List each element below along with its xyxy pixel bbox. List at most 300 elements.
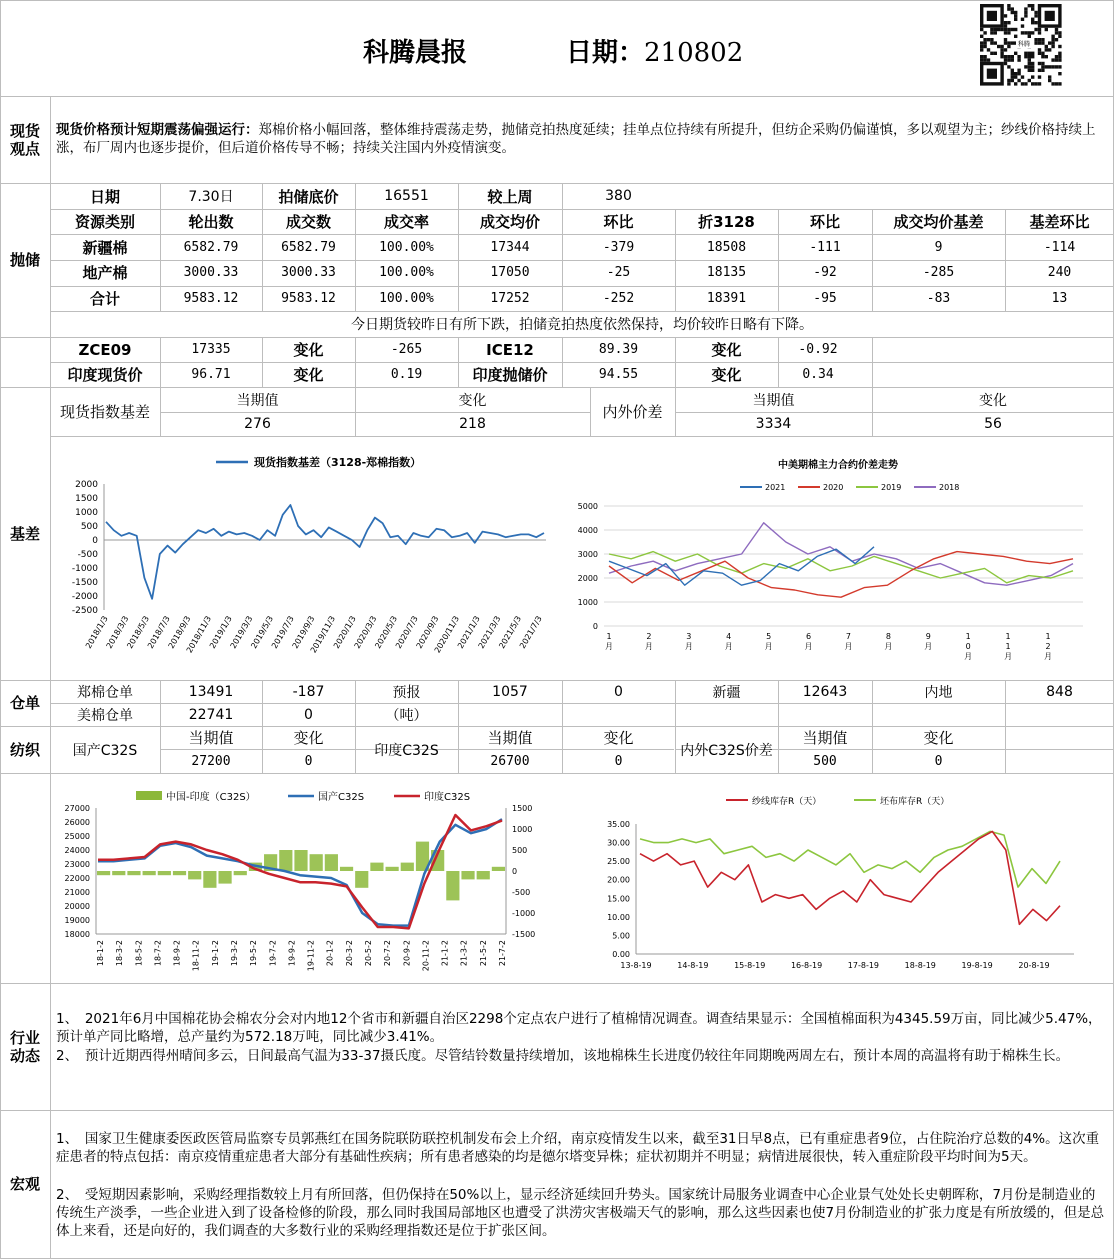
y-tick-label: 27000 xyxy=(64,804,90,813)
diff-bar xyxy=(355,871,368,888)
x-tick-label: 8 月 xyxy=(884,632,893,651)
qr-module xyxy=(1038,48,1041,51)
y-tick-label: 18000 xyxy=(64,930,90,939)
qr-module xyxy=(1000,48,1003,51)
qr-module xyxy=(1024,55,1027,58)
qr-module xyxy=(1048,79,1051,82)
section-label-basis: 基差 xyxy=(9,524,40,543)
section-label-macro: 宏观 xyxy=(9,1175,40,1193)
us-china-spread-chart xyxy=(568,450,1108,676)
auction-cell: 17252 xyxy=(490,290,530,306)
qr-module xyxy=(1017,79,1020,82)
qr-module xyxy=(1031,62,1034,65)
auction-cell: 100.00% xyxy=(379,290,434,306)
auction-header-cell: 资源类别 xyxy=(74,213,135,231)
qr-module xyxy=(1004,41,1007,44)
futures-value: 0.34 xyxy=(802,367,834,382)
qr-module xyxy=(1011,69,1014,72)
qr-module xyxy=(1004,62,1007,65)
futures-label: 变化 xyxy=(293,366,324,384)
qr-module xyxy=(1004,28,1007,31)
auction-header-cell: 基差环比 xyxy=(1029,213,1090,231)
futures-value: 89.39 xyxy=(598,342,639,357)
qr-module xyxy=(1011,75,1014,78)
qr-module xyxy=(1028,69,1031,72)
qr-module xyxy=(1038,28,1041,31)
qr-module xyxy=(1017,72,1020,75)
x-tick-label: 2019/9/3 xyxy=(290,614,317,651)
textile-current: 27200 xyxy=(191,753,231,769)
qr-module xyxy=(1011,58,1014,61)
qr-module xyxy=(987,38,990,41)
qr-module xyxy=(1031,52,1034,55)
qr-module xyxy=(1051,38,1054,41)
section-label-spot: 现货观点 xyxy=(9,121,40,158)
qr-module xyxy=(1041,52,1044,55)
auction-note: 今日期货较昨日有所下跌，拍储竞拍热度依然保持，均价较昨日略有下降。 xyxy=(351,317,813,333)
warehouse-cell: 13491 xyxy=(188,683,234,700)
qr-module xyxy=(1041,65,1044,68)
qr-module xyxy=(1031,75,1034,78)
diff-bar xyxy=(203,871,216,888)
futures-label: 变化 xyxy=(711,341,742,359)
qr-code xyxy=(966,4,1078,88)
auction-cell: -92 xyxy=(813,265,837,281)
qr-module xyxy=(1014,28,1017,31)
qr-module xyxy=(1004,21,1007,24)
qr-module xyxy=(1028,58,1031,61)
qr-module xyxy=(1028,79,1031,82)
y-tick-label: 0.00 xyxy=(612,950,630,959)
auction-header-cell: 成交率 xyxy=(383,213,429,231)
y-tick-label: 0 xyxy=(92,536,98,546)
basis-label: 现货指数基差 xyxy=(59,403,150,421)
inventory-chart xyxy=(596,786,1086,976)
diff-bar xyxy=(234,871,247,875)
x-tick-label: 2 月 xyxy=(644,632,653,651)
basis-current: 276 xyxy=(244,416,271,432)
y-tick-label: -1500 xyxy=(71,578,98,588)
futures-label: 变化 xyxy=(293,341,324,359)
y-tick-label: 5000 xyxy=(577,502,598,511)
diff-bar xyxy=(446,871,459,900)
x-tick-label: 20-3-2 xyxy=(344,940,354,967)
qr-module xyxy=(1024,7,1027,10)
warehouse-cell: 郑棉仓单 xyxy=(77,684,133,701)
textile-header-current: 当期值 xyxy=(188,729,234,747)
basis-change: 218 xyxy=(459,416,486,432)
futures-label: 变化 xyxy=(711,366,742,384)
diff-bar xyxy=(401,863,414,871)
qr-module xyxy=(1011,11,1014,14)
auction-cell: 3000.33 xyxy=(183,265,239,281)
diff-bar xyxy=(173,871,186,875)
qr-module xyxy=(1055,65,1058,68)
qr-module xyxy=(1045,48,1048,51)
x-tick-label: 1 2 月 xyxy=(1044,632,1052,661)
x-tick-label: 4 月 xyxy=(724,632,733,651)
auction-header-cell: 成交数 xyxy=(285,213,331,231)
x-tick-label: 3 月 xyxy=(684,632,693,651)
qr-module xyxy=(1058,58,1061,61)
x-tick-label: 2021/3/3 xyxy=(476,614,503,651)
x-tick-label: 2020/3/3 xyxy=(352,614,379,651)
auction-header-cell: 成交均价基差 xyxy=(893,213,984,231)
auction-vs-label: 较上周 xyxy=(487,187,533,206)
auction-cell: 18508 xyxy=(706,239,747,255)
x-tick-label: 1 月 xyxy=(605,632,613,651)
diff-bar xyxy=(370,863,383,871)
x-tick-label: 2018/7/3 xyxy=(145,614,172,651)
qr-module xyxy=(994,41,997,44)
qr-module xyxy=(1024,31,1027,34)
textile-current: 500 xyxy=(813,753,837,769)
textile-label: 印度C32S xyxy=(374,742,439,759)
date-value: 210802 xyxy=(644,38,744,68)
qr-module xyxy=(1011,7,1014,10)
warehouse-cell: -187 xyxy=(292,683,325,700)
auction-cell: 100.00% xyxy=(379,265,434,281)
qr-module xyxy=(1004,14,1007,17)
auction-cell: -25 xyxy=(606,265,631,281)
qr-module xyxy=(1007,41,1010,44)
qr-module xyxy=(1041,41,1044,44)
x-tick-label: 2019/3/3 xyxy=(228,614,255,651)
qr-module xyxy=(1007,55,1010,58)
x-tick-label: 21-1-2 xyxy=(440,940,450,967)
qr-module xyxy=(1038,75,1041,78)
x-tick-label: 18-7-2 xyxy=(153,940,163,967)
qr-caption: 科腾 xyxy=(1017,41,1031,48)
warehouse-cell: 新疆 xyxy=(712,684,741,701)
qr-module xyxy=(1000,55,1003,58)
qr-module xyxy=(1007,21,1010,24)
auction-cell: -114 xyxy=(1043,239,1076,255)
qr-module xyxy=(1000,45,1003,48)
date-label: 日期： xyxy=(566,38,645,68)
qr-module xyxy=(990,41,993,44)
qr-module xyxy=(1058,45,1061,48)
qr-module xyxy=(1034,21,1037,24)
legend-label: 2018 xyxy=(939,483,960,492)
x-tick-label: 18-3-2 xyxy=(115,940,125,967)
qr-module xyxy=(980,45,983,48)
x-tick-label: 2018/11/3 xyxy=(184,614,214,655)
qr-module xyxy=(1045,45,1048,48)
auction-vs-value: 380 xyxy=(605,188,632,204)
y2-tick-label: -500 xyxy=(512,888,531,897)
textile-header-change: 变化 xyxy=(603,729,634,747)
auction-cell: -95 xyxy=(813,290,837,306)
section-label-industry: 行业动态 xyxy=(9,1028,40,1065)
qr-module xyxy=(997,45,1000,48)
basis-series-line xyxy=(106,505,544,599)
qr-module xyxy=(1038,31,1041,34)
qr-module xyxy=(1007,28,1010,31)
qr-finder xyxy=(987,11,997,21)
qr-module xyxy=(1045,55,1048,58)
qr-module xyxy=(1048,48,1051,51)
qr-module xyxy=(1048,75,1051,78)
qr-module xyxy=(1034,82,1037,85)
qr-module xyxy=(1051,41,1054,44)
qr-module xyxy=(1031,21,1034,24)
auction-cell: 6582.79 xyxy=(281,239,336,255)
qr-module xyxy=(980,55,983,58)
x-tick-label: 20-5-2 xyxy=(364,940,373,967)
auction-cell: 9583.12 xyxy=(183,290,239,306)
spot-view-body: 郑棉价格小幅回落，整体维持震荡走势，抛储竞拍热度延续；挂单点位持续有所提升，但纺企采购仍偏谨慎，多以观望为主；纱线价格持续上涨，布厂周内也逐步提价，但后道价格传导不畅；持续关注国内外疫情演变。 xyxy=(56,122,1096,156)
x-tick-label: 2019/11/3 xyxy=(308,614,338,655)
futures-value: -265 xyxy=(390,342,423,357)
qr-module xyxy=(1007,82,1010,85)
qr-module xyxy=(1041,55,1044,58)
qr-module xyxy=(1038,82,1041,85)
y-tick-label: 2000 xyxy=(577,574,598,583)
report-date xyxy=(566,32,743,69)
y2-tick-label: -1500 xyxy=(512,930,536,939)
qr-module xyxy=(980,35,983,38)
qr-module xyxy=(1007,79,1010,82)
qr-module xyxy=(983,55,986,58)
x-tick-label: 1 1 月 xyxy=(1004,632,1013,661)
y-tick-label: 4000 xyxy=(577,526,598,535)
qr-module xyxy=(1004,48,1007,51)
qr-module xyxy=(1024,11,1027,14)
qr-module xyxy=(990,52,993,55)
qr-module xyxy=(1041,38,1044,41)
diff-bar xyxy=(310,854,323,871)
y-tick-label: 22000 xyxy=(64,874,90,883)
futures-label: 印度现货价 xyxy=(67,366,143,384)
qr-module xyxy=(1034,14,1037,17)
y-tick-label: 20000 xyxy=(64,902,90,911)
qr-module xyxy=(1058,31,1061,34)
qr-module xyxy=(1031,4,1034,7)
y2-tick-label: 500 xyxy=(512,846,528,855)
y-tick-label: 25.00 xyxy=(607,857,630,867)
qr-module xyxy=(1041,69,1044,72)
legend-label: 印度C32S xyxy=(424,792,471,803)
y-tick-label: 21000 xyxy=(64,888,90,897)
basis-header-current: 当期值 xyxy=(236,392,279,409)
qr-module xyxy=(1034,11,1037,14)
qr-module xyxy=(1055,82,1058,85)
qr-module xyxy=(983,41,986,44)
x-tick-label: 6 月 xyxy=(804,632,813,651)
qr-module xyxy=(1048,65,1051,68)
auction-date: 7.30日 xyxy=(188,189,234,205)
qr-module xyxy=(980,58,983,61)
diff-bar xyxy=(386,867,399,871)
futures-label: ICE12 xyxy=(486,340,534,359)
warehouse-cell: 美棉仓单 xyxy=(77,707,133,724)
qr-module xyxy=(1051,58,1054,61)
qr-module xyxy=(1055,28,1058,31)
y-tick-label: 19000 xyxy=(64,916,90,925)
auction-cell: 3000.33 xyxy=(281,265,336,281)
qr-module xyxy=(1031,31,1034,34)
basis-header-change: 变化 xyxy=(458,392,487,409)
x-tick-label: 15-8-19 xyxy=(734,961,766,970)
qr-module xyxy=(1004,24,1007,27)
qr-module xyxy=(1045,65,1048,68)
x-tick-label: 7 月 xyxy=(844,632,853,651)
spread-label: 内外价差 xyxy=(602,403,663,421)
y-tick-label: 0 xyxy=(592,622,598,631)
auction-cell: 13 xyxy=(1051,290,1068,306)
qr-module xyxy=(1031,82,1034,85)
qr-module xyxy=(990,28,993,31)
qr-module xyxy=(983,31,986,34)
x-tick-label: 2018/1/3 xyxy=(83,614,110,651)
y-tick-label: 25000 xyxy=(64,832,90,841)
qr-module xyxy=(1058,35,1061,38)
y-tick-label: 1500 xyxy=(75,494,98,504)
qr-module xyxy=(1028,52,1031,55)
qr-module xyxy=(1004,31,1007,34)
qr-module xyxy=(1014,75,1017,78)
y-tick-label: 30.00 xyxy=(607,838,630,848)
c32s-price-chart xyxy=(56,782,536,978)
auction-cell: 9583.12 xyxy=(281,290,336,306)
qr-finder xyxy=(1045,11,1055,21)
auction-cell: 17344 xyxy=(490,239,530,255)
qr-module xyxy=(980,48,983,51)
futures-value: 0.19 xyxy=(390,367,423,382)
qr-module xyxy=(1021,82,1024,85)
qr-module xyxy=(1051,35,1054,38)
qr-module xyxy=(1055,38,1058,41)
qr-module xyxy=(980,28,983,31)
qr-module xyxy=(1024,65,1027,68)
qr-module xyxy=(1051,65,1054,68)
y-tick-label: 10.00 xyxy=(607,912,630,922)
spread-series-line xyxy=(609,552,1073,598)
spread-header-current: 当期值 xyxy=(752,392,795,409)
qr-module xyxy=(994,31,997,34)
legend-label: 中国-印度（C32S） xyxy=(166,792,256,803)
x-tick-label: 19-7-2 xyxy=(268,940,278,967)
qr-module xyxy=(1048,41,1051,44)
qr-module xyxy=(1014,72,1017,75)
auction-row-label: 地产棉 xyxy=(82,264,128,283)
diff-bar xyxy=(218,871,231,884)
x-tick-label: 1 0 月 xyxy=(964,632,973,661)
futures-value: -0.92 xyxy=(798,342,838,357)
textile-change: 0 xyxy=(614,753,623,769)
x-tick-label: 19-5-2 xyxy=(249,940,259,967)
auction-floor-price: 16551 xyxy=(384,188,429,204)
x-tick-label: 18-1-2 xyxy=(96,940,105,967)
diff-bar xyxy=(325,854,338,871)
qr-module xyxy=(990,31,993,34)
futures-value: 94.55 xyxy=(598,367,639,382)
x-tick-label: 19-1-2 xyxy=(210,940,220,967)
x-tick-label: 9 月 xyxy=(924,632,933,651)
y2-tick-label: 1000 xyxy=(512,825,533,834)
qr-module xyxy=(1024,82,1027,85)
y-tick-label: 1000 xyxy=(577,598,598,607)
legend-label: 国产C32S xyxy=(318,792,365,803)
auction-cell: 18391 xyxy=(706,290,747,306)
qr-module xyxy=(1058,65,1061,68)
qr-module xyxy=(1011,79,1014,82)
qr-module xyxy=(1021,18,1024,21)
x-tick-label: 21-3-2 xyxy=(459,940,469,967)
textile-header-current: 当期值 xyxy=(487,729,533,747)
textile-label: 内外C32S价差 xyxy=(680,742,773,759)
x-tick-label: 2019/7/3 xyxy=(269,614,296,651)
x-tick-label: 19-11-2 xyxy=(306,940,316,972)
qr-module xyxy=(1014,35,1017,38)
qr-module xyxy=(1051,45,1054,48)
auction-header-cell: 成交均价 xyxy=(479,213,540,231)
x-tick-label: 20-7-2 xyxy=(383,940,393,967)
x-tick-label: 19-8-19 xyxy=(961,961,993,970)
x-tick-label: 2020/9/3 xyxy=(414,614,441,651)
qr-module xyxy=(1058,52,1061,55)
auction-cell: 17050 xyxy=(490,265,530,281)
auction-cell: 100.00% xyxy=(379,239,434,255)
qr-module xyxy=(1028,31,1031,34)
x-tick-label: 18-5-2 xyxy=(134,940,144,967)
industry-item-1: 1、 2021年6月中国棉花协会棉农分会对内地12个省市和新疆自治区2298个定点农户进行了植棉情况调查。调查结果显示：全国植棉面积为4345.59万亩，同比减少5.47%，预计单产同比略增，总产量约为572.18万吨，同比减少3.41%。 xyxy=(56,1011,1102,1045)
x-tick-label: 18-11-2 xyxy=(191,940,201,972)
x-tick-label: 2018/3/3 xyxy=(104,614,131,651)
qr-module xyxy=(1038,38,1041,41)
warehouse-cell: 1057 xyxy=(492,683,528,700)
qr-module xyxy=(1024,52,1027,55)
qr-module xyxy=(1028,55,1031,58)
x-tick-label: 2020/1/3 xyxy=(331,614,358,651)
x-tick-label: 2019/5/3 xyxy=(249,614,276,651)
y-tick-label: 5.00 xyxy=(612,931,630,941)
qr-module xyxy=(1021,75,1024,78)
qr-module xyxy=(1045,28,1048,31)
legend-label: 纱线库存R（天） xyxy=(752,797,822,807)
diff-bar xyxy=(143,871,156,875)
x-tick-label: 20-11-2 xyxy=(421,940,431,972)
auction-cell: 6582.79 xyxy=(183,239,239,255)
macro-item-1: 1、 国家卫生健康委医政医管局监察专员郭燕红在国务院联防联控机制发布会上介绍，南京疫情发生以来，截至31日早8点，已有重症患者9位，占住院治疗总数的4%。这次重症患者的特点包括：南京疫情重症患者大部分有基础性疾病；所有患者感染的均是德尔塔变异株；症状初期并不明显；病情进展很快，转入重症阶段平均时间为5天。 xyxy=(56,1131,1100,1165)
qr-module xyxy=(1058,55,1061,58)
x-tick-label: 17-8-19 xyxy=(847,961,880,970)
qr-module xyxy=(983,58,986,61)
x-tick-label: 13-8-19 xyxy=(620,961,652,970)
industry-item-2: 2、 预计近期西得州晴间多云，日间最高气温为33-37摄氏度。尽管结铃数量持续增加，该地棉株生长进度仍较往年同期晚两周左右，预计本周的高温将有助于棉株生长。 xyxy=(56,1048,1070,1064)
qr-module xyxy=(1028,35,1031,38)
qr-module xyxy=(1031,7,1034,10)
y-tick-label: 500 xyxy=(80,522,98,532)
qr-module xyxy=(1021,31,1024,34)
x-tick-label: 2019/1/3 xyxy=(207,614,234,651)
qr-module xyxy=(1051,82,1054,85)
auction-row-label: 新疆棉 xyxy=(82,238,128,257)
qr-finder xyxy=(987,69,997,79)
y-tick-label: 24000 xyxy=(64,846,90,855)
warehouse-cell: 0 xyxy=(614,683,623,700)
legend-label: 现货指数基差（3128-郑棉指数） xyxy=(254,456,422,469)
auction-floor-label: 拍储底价 xyxy=(278,187,339,206)
y-tick-label: 35.00 xyxy=(607,820,630,829)
basis-index-chart xyxy=(56,446,556,676)
qr-module xyxy=(1004,55,1007,58)
qr-module xyxy=(983,38,986,41)
y-tick-label: 3000 xyxy=(577,550,598,559)
y2-tick-label: 1500 xyxy=(512,804,533,813)
auction-cell: -285 xyxy=(922,265,955,281)
